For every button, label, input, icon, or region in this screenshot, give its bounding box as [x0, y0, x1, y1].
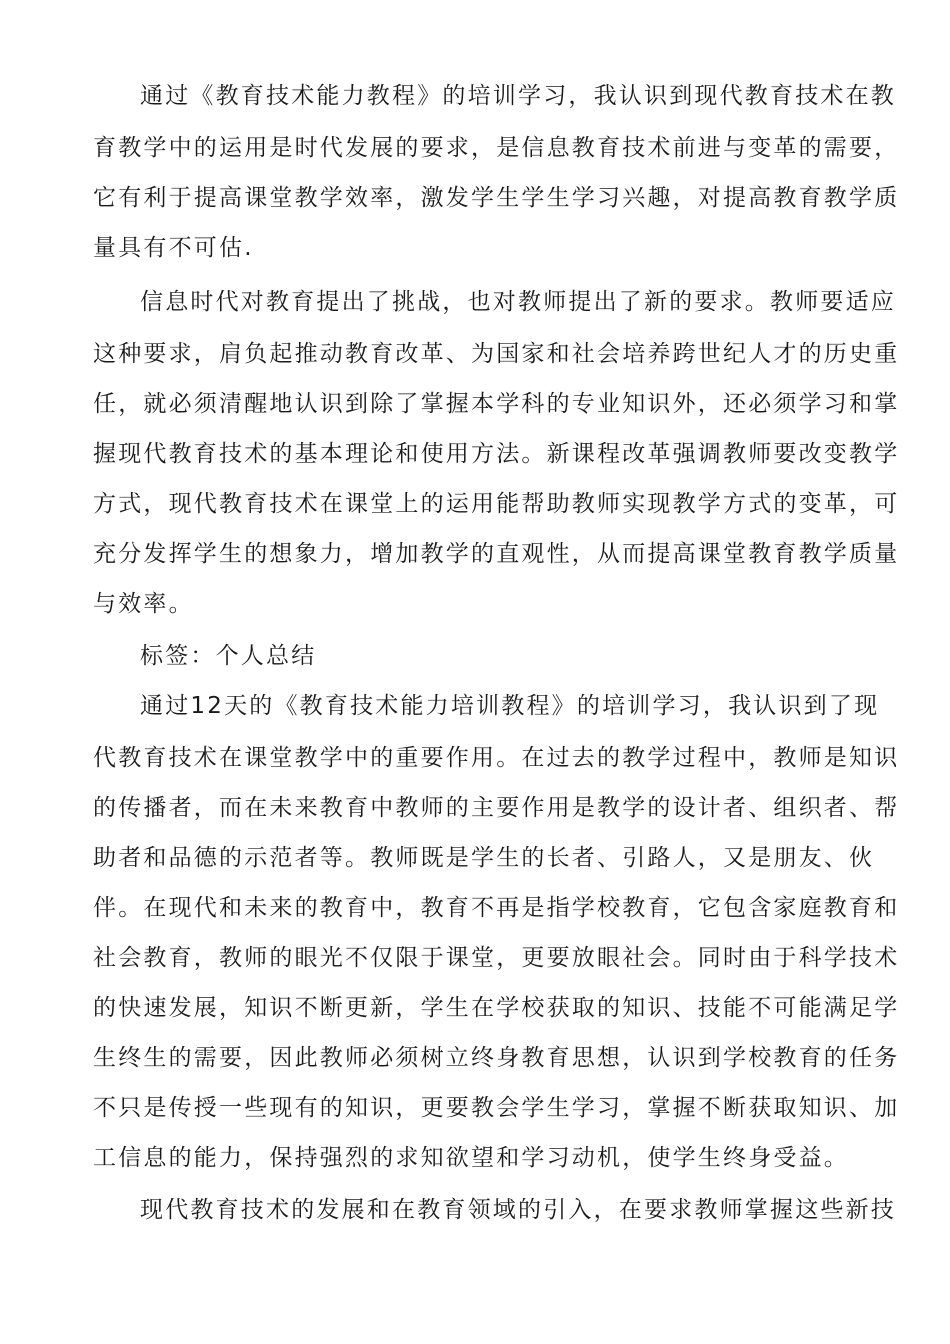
paragraph-1-line-1: 通过《教育技术能力教程》的培训学习，我认识到现代教育技术在教 [140, 83, 896, 109]
paragraph-2-line-6: 充分发挥学生的想象力，增加教学的直观性，从而提高课堂教育教学质量 [93, 541, 900, 567]
paragraph-3-line-10: 工信息的能力，保持强烈的求知欲望和学习动机，使学生终身受益。 [93, 1145, 849, 1171]
paragraph-3-line-6: 社会教育，教师的眼光不仅限于课堂，更要放眼社会。同时由于科学技术 [93, 945, 900, 971]
paragraph-3-line-5: 伴。在现代和未来的教育中，教育不再是指学校教育，它包含家庭教育和 [93, 895, 900, 921]
paragraph-2-line-5: 方式，现代教育技术在课堂上的运用能帮助教师实现教学方式的变革，可 [93, 491, 900, 517]
paragraph-2-line-4: 握现代教育技术的基本理论和使用方法。新课程改革强调教师要改变教学 [93, 441, 900, 467]
paragraph-3-line-9: 不只是传授一些现有的知识，更要教会学生学习，掌握不断获取知识、加 [93, 1095, 900, 1121]
paragraph-1-line-3: 它有利于提高课堂教学效率，激发学生学生学习兴趣，对提高教育教学质 [93, 185, 900, 211]
paragraph-2-line-7: 与效率。 [93, 591, 194, 617]
paragraph-1-line-2: 育教学中的运用是时代发展的要求，是信息教育技术前进与变革的需要， [93, 135, 900, 161]
paragraph-2-line-1: 信息时代对教育提出了挑战，也对教师提出了新的要求。教师要适应 [140, 289, 896, 315]
tag-line: 标签：个人总结 [140, 643, 317, 669]
paragraph-3-line-1: 通过12天的《教育技术能力培训教程》的培训学习，我认识到了现 [140, 693, 880, 719]
paragraph-3-line-3: 的传播者，而在未来教育中教师的主要作用是教学的设计者、组织者、帮 [93, 795, 900, 821]
paragraph-3-line-7: 的快速发展，知识不断更新，学生在学校获取的知识、技能不可能满足学 [93, 995, 900, 1021]
paragraph-4-line-1: 现代教育技术的发展和在教育领域的引入，在要求教师掌握这些新技 [140, 1197, 896, 1223]
paragraph-3-line-2: 代教育技术在课堂教学中的重要作用。在过去的教学过程中，教师是知识 [93, 745, 900, 771]
paragraph-3-line-4: 助者和品德的示范者等。教师既是学生的长者、引路人，又是朋友、伙 [93, 845, 875, 871]
paragraph-2-line-3: 任，就必须清醒地认识到除了掌握本学科的专业知识外，还必须学习和掌 [93, 391, 900, 417]
paragraph-1-line-4: 量具有不可估. [93, 235, 254, 261]
paragraph-2-line-2: 这种要求，肩负起推动教育改革、为国家和社会培养跨世纪人才的历史重 [93, 341, 900, 367]
paragraph-3-line-8: 生终生的需要，因此教师必须树立终身教育思想，认识到学校教育的任务 [93, 1045, 900, 1071]
